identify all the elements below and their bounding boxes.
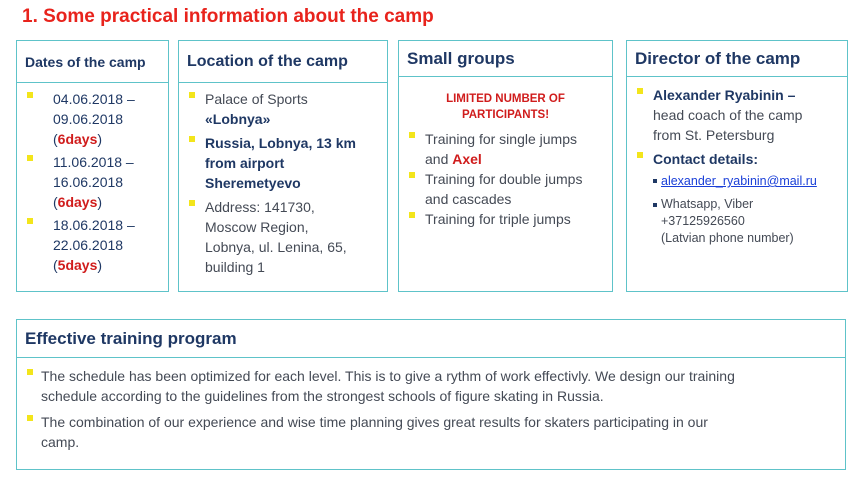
address-line: Moscow Region, [205,219,309,235]
list-item [27,412,835,452]
list-item [409,129,612,169]
list-item [27,366,835,406]
date-range-start: 04.06.2018 – [53,91,135,107]
address-line: Address: 141730, [205,199,315,215]
director-name: Alexander Ryabinin – [653,87,796,103]
dates-heading: Dates of the camp [17,41,168,83]
bullet-icon [27,369,33,375]
list-item [409,169,612,209]
bullet-icon [189,200,195,206]
date-range-end: 09.06.2018 [53,111,124,127]
bullet-icon [27,155,33,161]
venue-name: «Lobnya» [205,111,271,127]
group-item-text: and [425,151,453,167]
program-heading: Effective training program [17,320,845,358]
bullet-icon [637,88,643,94]
bullet-icon [409,172,415,178]
group-item-text: and cascades [425,191,512,207]
paren-open: ( [53,131,58,147]
group-item-text: Training for triple jumps [425,211,571,227]
place-line: from airport [205,155,285,171]
list-item [27,215,168,275]
location-heading: Location of the camp [179,41,387,83]
date-range-end: 16.06.2018 [53,174,124,190]
list-item [27,89,168,149]
location-box [178,40,388,292]
list-item [27,152,168,212]
director-box [626,40,848,292]
phone-apps: Whatsapp, Viber [661,197,754,211]
bullet-icon [189,92,195,98]
bullet-icon [27,415,33,421]
paren-close: ) [97,194,103,210]
paren-close: ) [97,131,103,147]
phone-number: +37125926560 [661,214,745,228]
limited-line: LIMITED NUMBER OF [446,93,565,105]
days-count: 6days [57,194,98,210]
bullet-icon [27,218,33,224]
square-bullet-icon [653,179,657,183]
axel-highlight: Axel [452,151,482,167]
email-link[interactable]: alexander_ryabinin@mail.ru [661,174,817,188]
group-item-text: Training for double jumps [425,171,583,187]
date-range-start: 11.06.2018 – [53,154,134,170]
director-role: from St. Petersburg [653,127,775,143]
list-item [637,149,847,247]
dates-box [16,40,169,292]
days-count: 6days [57,131,98,147]
page-title: 1. Some practical information about the camp [22,6,434,27]
address-line: Lobnya, ul. Lenina, 65, [205,239,347,255]
director-heading: Director of the camp [627,41,847,77]
bullet-icon [409,132,415,138]
square-bullet-icon [653,203,657,207]
bullet-icon [409,212,415,218]
date-range-start: 18.06.2018 – [53,217,135,233]
group-item-text: Training for single jumps [425,131,577,147]
limited-notice [399,91,612,123]
contact-label: Contact details: [653,151,759,167]
bullet-icon [637,152,643,158]
paren-close: ) [97,257,103,273]
program-text: The combination of our experience and wise time planning gives great results for skaters participating in our [41,414,708,430]
list-item [189,89,387,129]
days-count: 5days [57,257,98,273]
director-role: head coach of the camp [653,107,803,123]
list-item [189,133,387,193]
bullet-icon [27,92,33,98]
date-range-end: 22.06.2018 [53,237,124,253]
program-text: schedule according to the guidelines from the strongest schools of figure skating in Russia. [41,388,604,404]
place-line: Russia, Lobnya, 13 km [205,135,356,151]
place-line: Sheremetyevo [205,175,301,191]
groups-box [398,40,613,292]
list-item [637,85,847,145]
list-item [409,209,612,229]
list-item [189,197,387,277]
bullet-icon [189,136,195,142]
venue-line: Palace of Sports [205,91,308,107]
address-line: building 1 [205,259,265,275]
phone-note: (Latvian phone number) [661,231,794,245]
groups-heading: Small groups [399,41,612,77]
limited-line: PARTICIPANTS! [461,109,550,121]
program-text: camp. [41,434,80,450]
program-box [16,319,846,470]
paren-open: ( [53,194,58,210]
paren-open: ( [53,257,58,273]
program-text: The schedule has been optimized for each level. This is to give a rythm of work effectivly. We design our training [41,368,735,384]
